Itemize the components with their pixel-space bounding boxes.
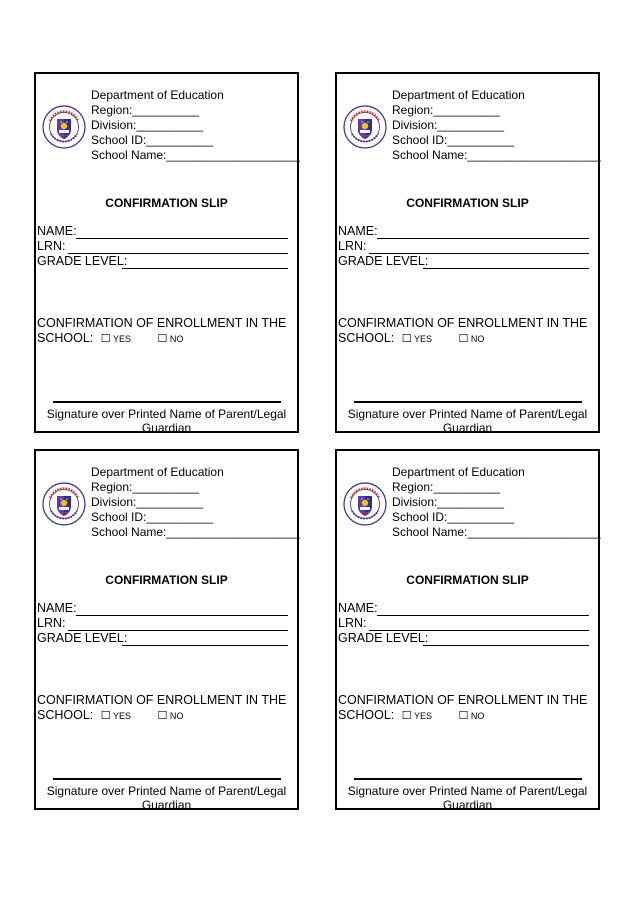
yes-option[interactable] — [101, 334, 131, 344]
signature-caption-line1: Signature over Printed Name of Parent/Legal — [347, 784, 588, 798]
confirmation-text: CONFIRMATION OF ENROLLMENT IN THE — [338, 693, 588, 707]
yes-label: YES — [112, 711, 131, 721]
region-field: Region:__________ — [91, 103, 200, 117]
signature-caption-line2: Guardian — [141, 421, 192, 435]
signature-caption-line1: Signature over Printed Name of Parent/Legal — [46, 407, 287, 421]
yes-checkbox[interactable]: ☐ — [100, 333, 111, 345]
school-id-field: School ID:__________ — [392, 510, 515, 524]
yes-checkbox[interactable]: ☐ — [100, 710, 111, 722]
name-label: NAME: — [338, 601, 378, 615]
department-name: Department of Education — [91, 465, 224, 479]
grade-level-label: GRADE LEVEL: — [37, 631, 128, 645]
deped-seal-icon — [42, 482, 86, 526]
no-label: NO — [169, 711, 184, 721]
no-option[interactable] — [458, 711, 484, 721]
signature-caption-line2: Guardian — [442, 421, 493, 435]
signature-line[interactable] — [53, 401, 281, 403]
name-line[interactable] — [76, 238, 288, 239]
yes-option[interactable] — [402, 334, 432, 344]
no-checkbox[interactable]: ☐ — [458, 333, 469, 345]
yes-label: YES — [413, 711, 432, 721]
grade-level-line[interactable] — [423, 645, 589, 646]
signature-line[interactable] — [53, 778, 281, 780]
name-line[interactable] — [377, 238, 589, 239]
school-label: SCHOOL: — [338, 708, 395, 722]
school-name-field: School Name:____________________ — [91, 148, 300, 162]
signature-caption-line2: Guardian — [442, 798, 493, 812]
confirmation-slip — [335, 72, 600, 433]
signature-caption-line1: Signature over Printed Name of Parent/Legal — [347, 407, 588, 421]
no-label: NO — [169, 334, 184, 344]
signature-caption — [36, 784, 297, 812]
region-field: Region:__________ — [392, 480, 501, 494]
school-id-field: School ID:__________ — [91, 133, 214, 147]
department-name: Department of Education — [392, 88, 525, 102]
no-option[interactable] — [458, 334, 484, 344]
enrollment-confirmation — [37, 693, 286, 724]
deped-seal-icon — [42, 105, 86, 149]
name-label: NAME: — [37, 601, 77, 615]
school-label: SCHOOL: — [338, 331, 395, 345]
confirmation-text: CONFIRMATION OF ENROLLMENT IN THE — [37, 316, 287, 330]
grade-level-line[interactable] — [122, 268, 288, 269]
division-field: Division:__________ — [91, 118, 204, 132]
no-checkbox[interactable]: ☐ — [458, 710, 469, 722]
confirmation-text: CONFIRMATION OF ENROLLMENT IN THE — [37, 693, 287, 707]
lrn-label: LRN: — [37, 239, 66, 253]
slip-title: CONFIRMATION SLIP — [406, 196, 529, 210]
enrollment-confirmation — [37, 316, 286, 347]
department-name: Department of Education — [91, 88, 224, 102]
no-checkbox[interactable]: ☐ — [157, 333, 168, 345]
yes-option[interactable] — [402, 711, 432, 721]
no-checkbox[interactable]: ☐ — [157, 710, 168, 722]
division-field: Division:__________ — [392, 495, 505, 509]
school-id-field: School ID:__________ — [91, 510, 214, 524]
yes-checkbox[interactable]: ☐ — [401, 333, 412, 345]
yes-label: YES — [112, 334, 131, 344]
signature-caption-line2: Guardian — [141, 798, 192, 812]
yes-label: YES — [413, 334, 432, 344]
name-line[interactable] — [76, 615, 288, 616]
signature-caption — [36, 407, 297, 435]
name-label: NAME: — [37, 224, 77, 238]
division-field: Division:__________ — [91, 495, 204, 509]
signature-line[interactable] — [354, 778, 582, 780]
slip-title: CONFIRMATION SLIP — [105, 196, 228, 210]
school-label: SCHOOL: — [37, 331, 94, 345]
signature-caption — [337, 407, 598, 435]
name-label: NAME: — [338, 224, 378, 238]
region-field: Region:__________ — [392, 103, 501, 117]
school-label: SCHOOL: — [37, 708, 94, 722]
division-field: Division:__________ — [392, 118, 505, 132]
no-label: NO — [470, 711, 485, 721]
signature-caption-line1: Signature over Printed Name of Parent/Legal — [46, 784, 287, 798]
grade-level-label: GRADE LEVEL: — [338, 254, 429, 268]
slip-title: CONFIRMATION SLIP — [406, 573, 529, 587]
confirmation-text: CONFIRMATION OF ENROLLMENT IN THE — [338, 316, 588, 330]
yes-checkbox[interactable]: ☐ — [401, 710, 412, 722]
no-option[interactable] — [157, 334, 183, 344]
lrn-label: LRN: — [338, 616, 367, 630]
confirmation-slip — [34, 449, 299, 810]
grade-level-line[interactable] — [423, 268, 589, 269]
lrn-label: LRN: — [37, 616, 66, 630]
school-id-field: School ID:__________ — [392, 133, 515, 147]
region-field: Region:__________ — [91, 480, 200, 494]
confirmation-slip — [34, 72, 299, 433]
signature-line[interactable] — [354, 401, 582, 403]
deped-seal-icon — [343, 105, 387, 149]
yes-option[interactable] — [101, 711, 131, 721]
name-line[interactable] — [377, 615, 589, 616]
deped-seal-icon — [343, 482, 387, 526]
enrollment-confirmation — [338, 316, 587, 347]
confirmation-slip — [335, 449, 600, 810]
slip-title: CONFIRMATION SLIP — [105, 573, 228, 587]
school-name-field: School Name:____________________ — [392, 148, 601, 162]
school-name-field: School Name:____________________ — [91, 525, 300, 539]
school-name-field: School Name:____________________ — [392, 525, 601, 539]
lrn-label: LRN: — [338, 239, 367, 253]
enrollment-confirmation — [338, 693, 587, 724]
no-option[interactable] — [157, 711, 183, 721]
grade-level-line[interactable] — [122, 645, 288, 646]
grade-level-label: GRADE LEVEL: — [37, 254, 128, 268]
department-name: Department of Education — [392, 465, 525, 479]
grade-level-label: GRADE LEVEL: — [338, 631, 429, 645]
signature-caption — [337, 784, 598, 812]
no-label: NO — [470, 334, 485, 344]
